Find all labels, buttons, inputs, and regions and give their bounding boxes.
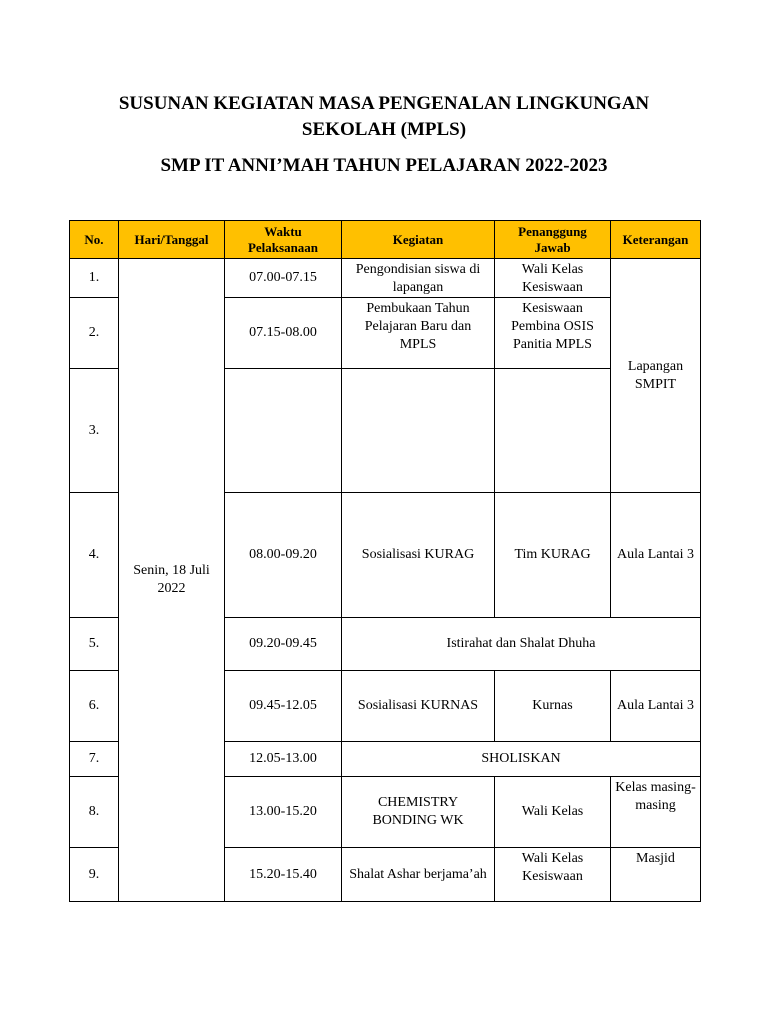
table-header-row	[70, 221, 701, 259]
row-activity: Shalat Ashar berjama’ah	[342, 848, 495, 902]
row-activity: Sosialisasi KURNAS	[342, 671, 495, 742]
row-activity	[342, 369, 495, 493]
row-activity: CHEMISTRY BONDING WK	[342, 777, 495, 848]
row-note: Aula Lantai 3	[611, 493, 701, 618]
row-number: 4.	[70, 493, 119, 618]
row-person-in-charge	[495, 369, 611, 493]
row-merged-activity: Istirahat dan Shalat Dhuha	[342, 618, 701, 671]
document-title-line-2: SEKOLAH (MPLS)	[301, 119, 467, 140]
header-keterangan: Keterangan	[611, 221, 701, 259]
row-person-in-charge: Tim KURAG	[495, 493, 611, 618]
row-person-in-charge: Wali Kelas Kesiswaan	[495, 259, 611, 298]
row-time: 09.20-09.45	[225, 618, 342, 671]
row-person-in-charge: Kesiswaan Pembina OSIS Panitia MPLS	[495, 298, 611, 369]
row-number: 5.	[70, 618, 119, 671]
row-activity: Pembukaan Tahun Pelajaran Baru dan MPLS	[342, 298, 495, 369]
row-number: 1.	[70, 259, 119, 298]
row-note-lapangan: Lapangan SMPIT	[611, 259, 701, 493]
row-activity: Pengondisian siswa di lapangan	[342, 259, 495, 298]
row-number: 7.	[70, 742, 119, 777]
row-time: 13.00-15.20	[225, 777, 342, 848]
header-no: No.	[70, 221, 119, 259]
row-number: 8.	[70, 777, 119, 848]
row-time: 09.45-12.05	[225, 671, 342, 742]
row-note: Masjid	[611, 848, 701, 902]
table-row	[70, 259, 701, 298]
document-subtitle: SMP IT ANNI’MAH TAHUN PELAJARAN 2022-2023	[160, 155, 608, 176]
row-number: 6.	[70, 671, 119, 742]
row-person-in-charge: Wali Kelas Kesiswaan	[495, 848, 611, 902]
row-time: 12.05-13.00	[225, 742, 342, 777]
row-note: Aula Lantai 3	[611, 671, 701, 742]
row-time: 07.00-07.15	[225, 259, 342, 298]
schedule-table	[69, 220, 701, 902]
row-person-in-charge: Kurnas	[495, 671, 611, 742]
row-activity: Sosialisasi KURAG	[342, 493, 495, 618]
row-time: 15.20-15.40	[225, 848, 342, 902]
row-time: 07.15-08.00	[225, 298, 342, 369]
row-time	[225, 369, 342, 493]
row-number: 2.	[70, 298, 119, 369]
row-time: 08.00-09.20	[225, 493, 342, 618]
row-merged-activity: SHOLISKAN	[342, 742, 701, 777]
row-number: 3.	[70, 369, 119, 493]
row-person-in-charge: Wali Kelas	[495, 777, 611, 848]
document-title-line-1: SUSUNAN KEGIATAN MASA PENGENALAN LINGKUNGAN	[118, 93, 650, 114]
day-cell: Senin, 18 Juli 2022	[119, 259, 225, 902]
row-number: 9.	[70, 848, 119, 902]
header-waktu: Waktu Pelaksanaan	[225, 221, 342, 259]
header-hari-tanggal: Hari/Tanggal	[119, 221, 225, 259]
header-kegiatan: Kegiatan	[342, 221, 495, 259]
row-note: Kelas masing-masing	[611, 777, 701, 848]
header-penanggung-jawab: Penanggung Jawab	[495, 221, 611, 259]
